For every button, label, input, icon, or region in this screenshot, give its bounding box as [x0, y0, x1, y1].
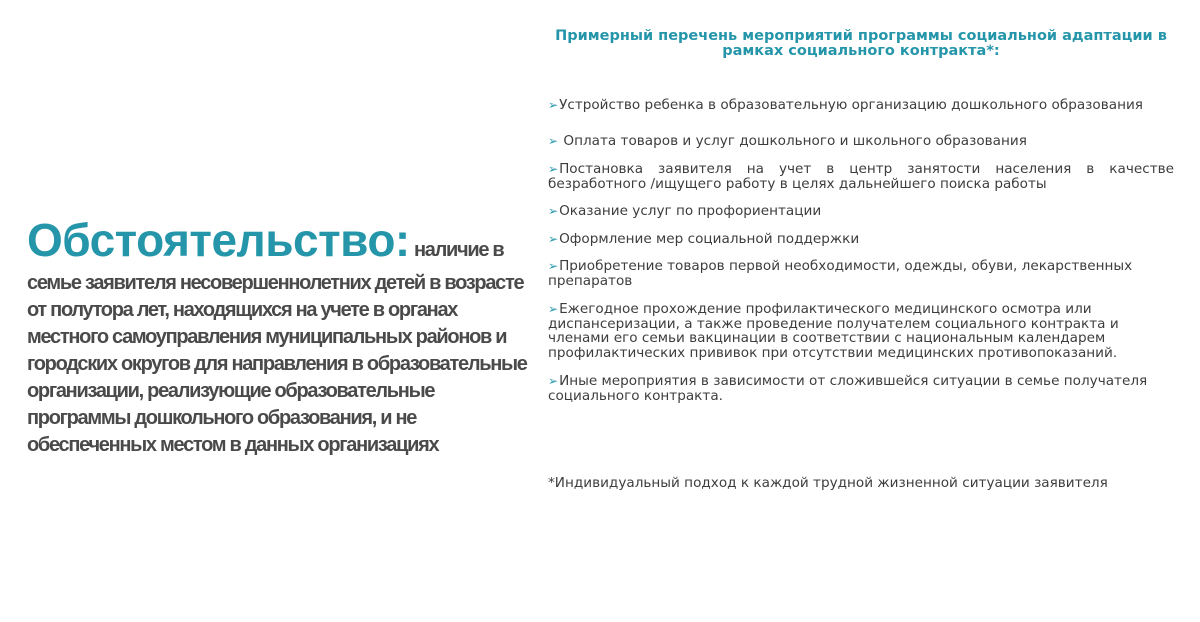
list-item-text: Оказание услуг по профориентации — [559, 203, 822, 219]
list-item-text: Оформление мер социальной поддержки — [559, 230, 860, 247]
arrow-bullet-icon: ➢ — [548, 231, 559, 246]
circumstance-block — [27, 210, 527, 459]
list-item-text: Оплата товаров и услуг дошкольного и школьного образования — [559, 132, 1027, 149]
arrow-bullet-icon: ➢ — [548, 133, 559, 148]
activities-list — [548, 98, 1174, 403]
list-item-text: Постановка заявителя на учет в центр занятости населения в качестве безработного /ищущего работу в целях дальнейшего поиска работы — [548, 161, 1174, 192]
arrow-bullet-icon: ➢ — [548, 374, 559, 388]
list-item — [548, 302, 1174, 360]
arrow-bullet-icon: ➢ — [548, 259, 559, 273]
list-item-text: Ежегодное прохождение профилактического медицинского осмотра или диспансеризации, а также проведение получателем социального контракта и членами его семьи вакцинации в соответствии с национальным календарем профилактических прививок при отсутствии медицинских противопоказаний. — [548, 301, 1119, 361]
footnote: *Индивидуальный подход к каждой трудной жизненной ситуации заявителя — [548, 475, 1108, 491]
arrow-bullet-icon: ➢ — [548, 162, 559, 176]
circumstance-heading: Обстоятельство: — [27, 214, 410, 266]
list-item — [548, 232, 1174, 247]
list-item — [548, 98, 1174, 113]
arrow-bullet-icon: ➢ — [548, 302, 559, 316]
list-item — [548, 134, 1174, 149]
list-item — [548, 204, 1174, 219]
arrow-bullet-icon: ➢ — [548, 98, 559, 112]
list-item — [548, 162, 1174, 191]
list-item-text: Устройство ребенка в образовательную организацию дошкольного образования — [559, 97, 1143, 113]
circumstance-lead: наличие в — [414, 239, 504, 261]
list-item-text: Приобретение товаров первой необходимости, одежды, обуви, лекарственных препаратов — [548, 258, 1133, 289]
arrow-bullet-icon: ➢ — [548, 204, 559, 218]
circumstance-body: семье заявителя несовершеннолетних детей в возрасте от полутора лет, находящихся на учете в органах местного самоуправления муниципальных районов и городских округов для направления в образовательные организации, реализующие образовательные программы дошкольного образования, и не обеспеченных местом в данных организациях — [27, 272, 527, 456]
activities-title: Примерный перечень мероприятий программы социальной адаптации в рамках социального контракта*: — [555, 28, 1167, 59]
list-item — [548, 259, 1174, 288]
list-item-text: Иные мероприятия в зависимости от сложившейся ситуации в семье получателя социального контракта. — [548, 373, 1148, 404]
list-item — [548, 374, 1174, 403]
